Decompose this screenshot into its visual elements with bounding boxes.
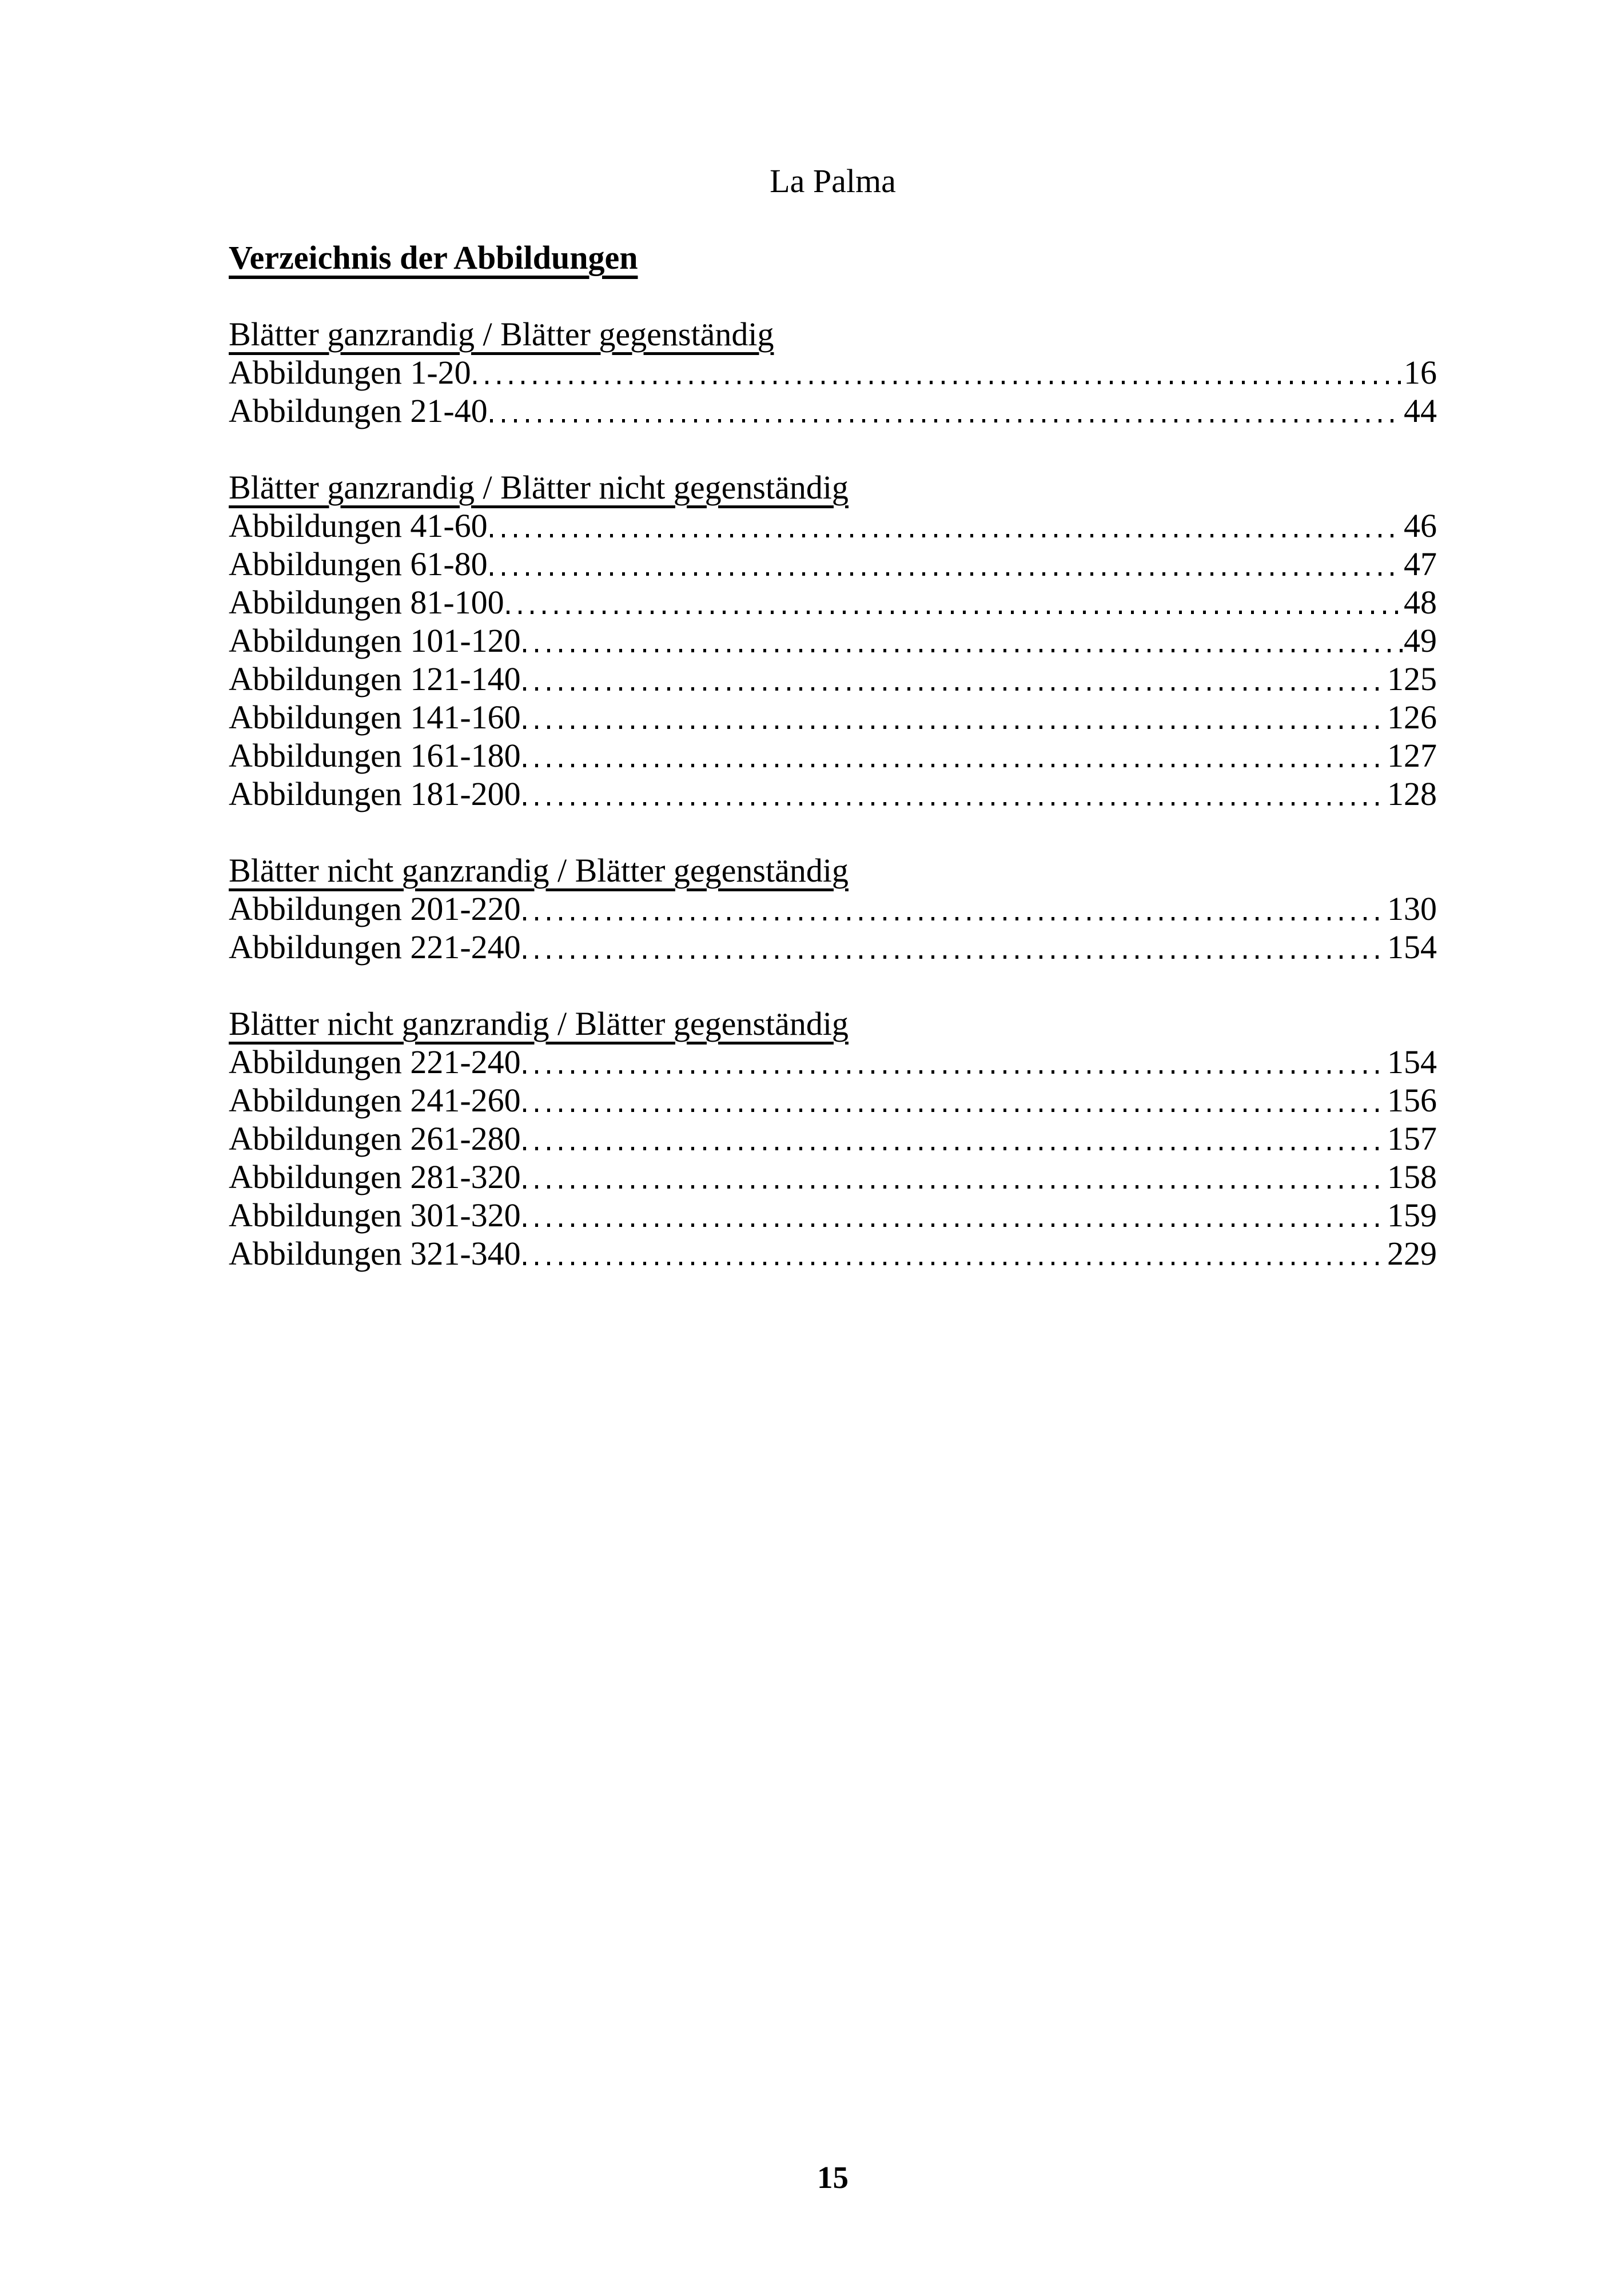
section-heading: Blätter nicht ganzrandig / Blätter gegenständig — [229, 1005, 849, 1042]
section-entries — [229, 1043, 1437, 1273]
toc-entry-page: 130 — [1387, 890, 1437, 927]
toc-entry-row — [229, 392, 1437, 430]
dot-leader — [523, 955, 1386, 959]
toc-entry-row — [229, 545, 1437, 583]
toc-entry-row — [229, 353, 1437, 392]
dot-leader — [523, 1070, 1386, 1074]
toc-entry-row — [229, 928, 1437, 966]
toc-entry-label: Abbildungen 281-320 — [229, 1158, 521, 1195]
toc-entry-page: 125 — [1387, 660, 1437, 697]
toc-entry-page: 46 — [1404, 507, 1437, 544]
toc-entry-row — [229, 507, 1437, 545]
toc-entry-row — [229, 621, 1437, 660]
toc-section — [229, 1005, 1437, 1273]
toc-entry-row — [229, 1119, 1437, 1158]
toc-entry-row — [229, 660, 1437, 698]
dot-leader — [523, 1262, 1386, 1265]
toc-entry-label: Abbildungen 101-120 — [229, 622, 521, 659]
toc-entry-page: 154 — [1387, 1043, 1437, 1081]
dot-leader — [507, 611, 1403, 614]
toc-entry-label: Abbildungen 21-40 — [229, 392, 488, 429]
section-entries — [229, 353, 1437, 430]
toc-entry-row — [229, 736, 1437, 775]
toc-entry-label: Abbildungen 181-200 — [229, 775, 521, 812]
toc-entry-label: Abbildungen 321-340 — [229, 1235, 521, 1272]
sections — [229, 315, 1437, 1273]
toc-entry-label: Abbildungen 221-240 — [229, 928, 521, 966]
dot-leader — [523, 764, 1386, 767]
dot-leader — [523, 726, 1386, 729]
toc-entry-row — [229, 775, 1437, 813]
toc-entry-page: 126 — [1387, 699, 1437, 736]
dot-leader — [490, 419, 1403, 422]
dot-leader — [523, 1109, 1386, 1112]
toc-entry-label: Abbildungen 301-320 — [229, 1197, 521, 1234]
dot-leader — [473, 381, 1403, 384]
toc-section — [229, 315, 1437, 430]
toc-entry-page: 159 — [1387, 1197, 1437, 1234]
toc-entry-page: 47 — [1404, 545, 1437, 583]
toc-entry-row — [229, 1043, 1437, 1081]
toc-entry-label: Abbildungen 221-240 — [229, 1043, 521, 1081]
toc-entry-page: 157 — [1387, 1120, 1437, 1157]
dot-leader — [523, 1185, 1386, 1189]
toc-entry-page: 127 — [1387, 737, 1437, 774]
toc-entry-label: Abbildungen 41-60 — [229, 507, 488, 544]
page-header-title: La Palma — [770, 162, 896, 200]
toc-entry-page: 128 — [1387, 775, 1437, 812]
toc-entry-page: 154 — [1387, 928, 1437, 966]
toc-section — [229, 851, 1437, 966]
toc-entry-label: Abbildungen 61-80 — [229, 545, 488, 583]
toc-entry-row — [229, 1081, 1437, 1119]
page-number: 15 — [817, 2160, 849, 2195]
dot-leader — [523, 917, 1386, 920]
toc-entry-page: 49 — [1404, 622, 1437, 659]
toc-entry-page: 48 — [1404, 584, 1437, 621]
section-heading: Blätter ganzrandig / Blätter nicht gegenständig — [229, 469, 849, 506]
toc-entry-row — [229, 1196, 1437, 1234]
dot-leader — [490, 572, 1403, 576]
dot-leader — [523, 1223, 1386, 1227]
doc-title: Verzeichnis der Abbildungen — [229, 239, 638, 276]
toc-entry-label: Abbildungen 81-100 — [229, 584, 504, 621]
dot-leader — [523, 802, 1386, 806]
section-heading: Blätter ganzrandig / Blätter gegenständig — [229, 316, 774, 353]
toc-entry-page: 229 — [1387, 1235, 1437, 1272]
toc-entry-row — [229, 1158, 1437, 1196]
toc-entry-page: 16 — [1404, 354, 1437, 391]
toc-entry-label: Abbildungen 141-160 — [229, 699, 521, 736]
toc-section — [229, 468, 1437, 813]
toc-entry-page: 158 — [1387, 1158, 1437, 1195]
toc-entry-label: Abbildungen 1-20 — [229, 354, 471, 391]
toc-entry-row — [229, 698, 1437, 736]
toc-entry-page: 44 — [1404, 392, 1437, 429]
toc-entry-row — [229, 1234, 1437, 1273]
section-heading: Blätter nicht ganzrandig / Blätter gegenständig — [229, 852, 849, 889]
dot-leader — [490, 534, 1403, 537]
toc-entry-label: Abbildungen 241-260 — [229, 1082, 521, 1119]
toc-entry-row — [229, 583, 1437, 621]
toc-entry-label: Abbildungen 121-140 — [229, 660, 521, 697]
toc-entry-label: Abbildungen 161-180 — [229, 737, 521, 774]
toc-entry-page: 156 — [1387, 1082, 1437, 1119]
section-entries — [229, 507, 1437, 813]
dot-leader — [523, 649, 1403, 652]
dot-leader — [523, 687, 1386, 691]
toc-entry-label: Abbildungen 201-220 — [229, 890, 521, 927]
toc-entry-row — [229, 890, 1437, 928]
toc-entry-label: Abbildungen 261-280 — [229, 1120, 521, 1157]
section-entries — [229, 890, 1437, 966]
dot-leader — [523, 1147, 1386, 1150]
